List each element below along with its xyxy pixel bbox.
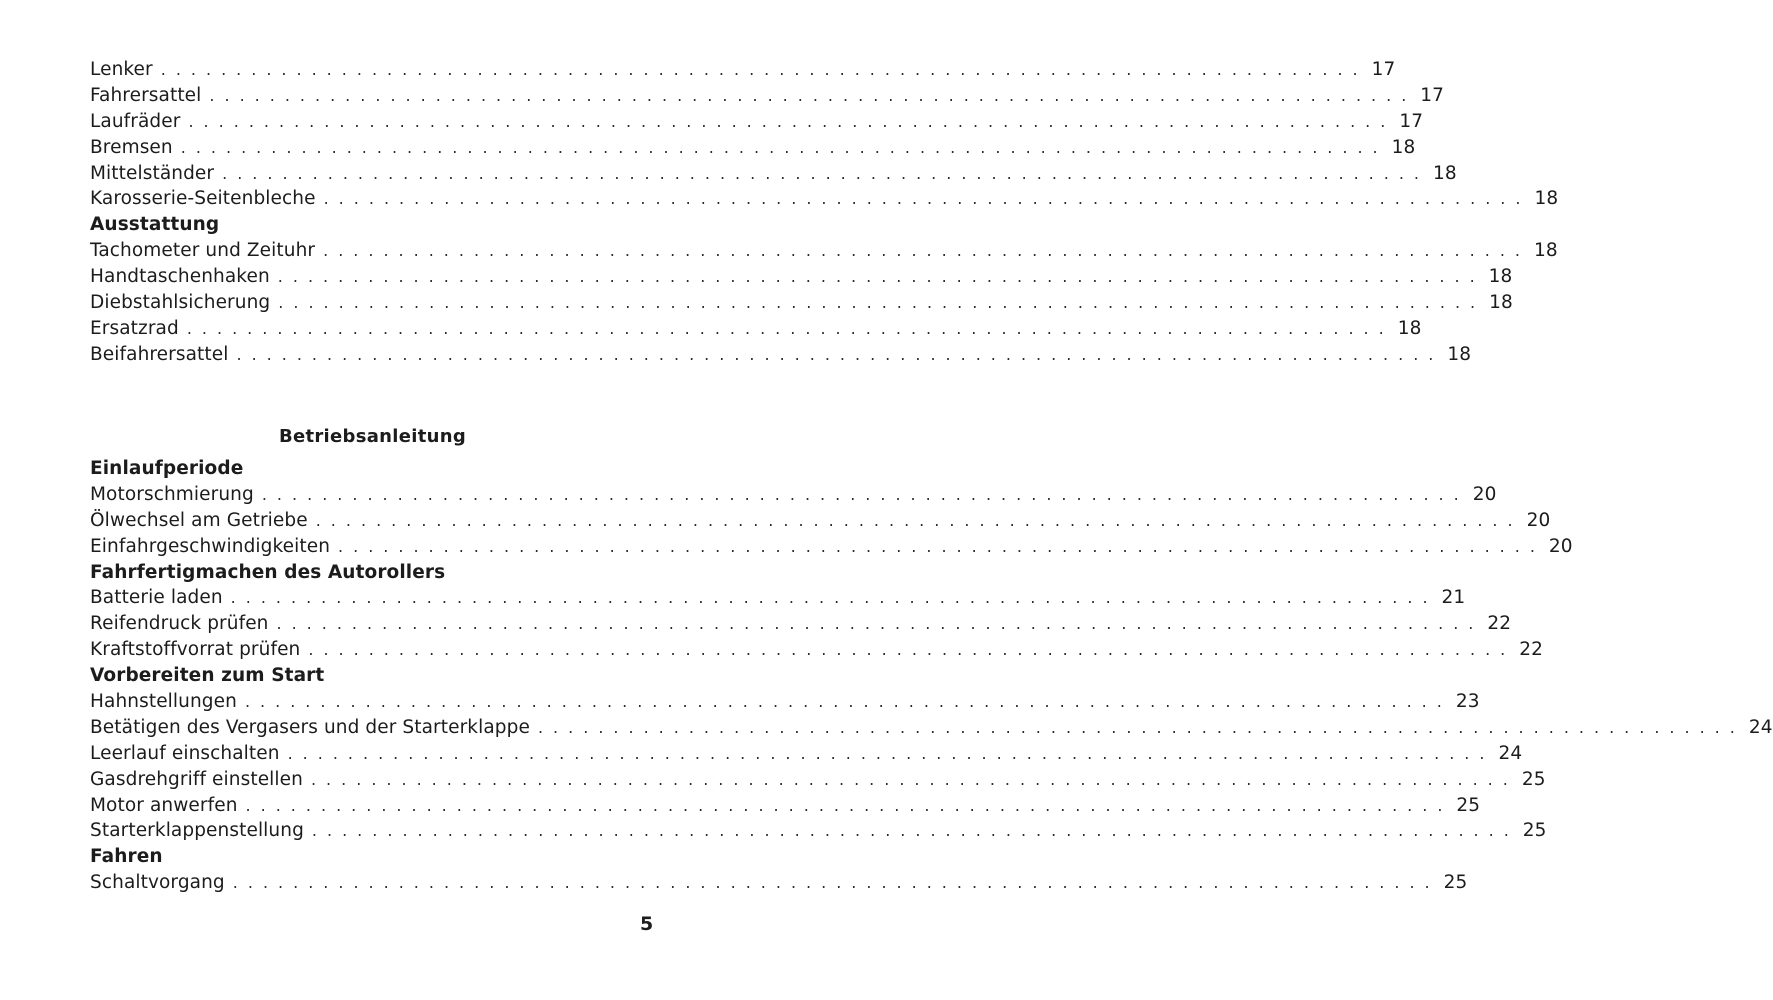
toc-entry-label: Tachometer und Zeituhr xyxy=(90,240,316,262)
dot-leader: ................................................................................ xyxy=(338,536,1545,556)
toc-entry-page: 24 xyxy=(1498,742,1523,764)
toc-entry-label: Fahrersattel xyxy=(90,84,202,106)
toc-heading: Ausstattung xyxy=(90,214,220,236)
dot-leader: ................................................................................ xyxy=(160,60,1368,79)
toc-entry-page: 18 xyxy=(1433,162,1457,184)
dot-leader: ................................................................................ xyxy=(188,111,1396,131)
toc-entry-label: Gasdrehgriff einstellen xyxy=(90,768,303,790)
toc-entry-label: Handtaschenhaken xyxy=(90,266,270,288)
toc-entry-page: 18 xyxy=(1447,343,1472,365)
dot-leader: ................................................................................ xyxy=(209,85,1417,105)
toc-entry-label: Ersatzrad xyxy=(90,317,179,339)
toc-heading: Einlaufperiode xyxy=(90,458,244,479)
toc-entry xyxy=(90,342,1472,368)
toc-entry-label: Schaltvorgang xyxy=(90,872,225,894)
toc-entry-page: 25 xyxy=(1443,872,1468,894)
toc-entry-page: 18 xyxy=(1488,266,1513,288)
dot-leader: ................................................................................ xyxy=(277,267,1485,287)
toc-entry xyxy=(90,83,1445,109)
toc-entry xyxy=(90,793,1481,819)
page-number: 5 xyxy=(640,913,654,935)
toc-entry-page: 20 xyxy=(1548,535,1573,557)
toc-entry xyxy=(90,534,1573,560)
toc-entry-page: 25 xyxy=(1521,768,1546,790)
toc-entry xyxy=(90,689,1480,715)
section-title: Betriebsanleitung xyxy=(278,426,467,447)
dot-leader: ................................................................................ xyxy=(244,692,1452,712)
toc-entry-label: Hahnstellungen xyxy=(90,691,237,713)
dot-leader: ................................................................................ xyxy=(245,795,1453,815)
toc-entry-page: 22 xyxy=(1519,639,1543,661)
toc-entry-label: Einfahrgeschwindigkeiten xyxy=(90,535,331,557)
toc-entry xyxy=(90,870,1468,896)
toc-entry-label: Motorschmierung xyxy=(90,483,254,505)
toc-entry xyxy=(90,585,1466,611)
toc-bottom xyxy=(90,456,1773,896)
dot-leader: ................................................................................ xyxy=(236,344,1444,364)
toc-entry xyxy=(90,264,1513,290)
toc-entry-page: 21 xyxy=(1441,587,1466,609)
toc-entry xyxy=(90,637,1543,663)
dot-leader: ................................................................................ xyxy=(308,640,1516,660)
toc-entry xyxy=(90,161,1457,187)
toc-entry-page: 18 xyxy=(1397,317,1422,339)
toc-entry xyxy=(90,316,1422,342)
toc-entry xyxy=(90,109,1424,135)
toc-entry-page: 18 xyxy=(1533,240,1558,262)
dot-leader: ................................................................................ xyxy=(278,293,1486,313)
dot-leader: ................................................................................ xyxy=(261,484,1469,504)
dot-leader: ................................................................................ xyxy=(310,769,1518,789)
dot-leader: ................................................................................ xyxy=(315,510,1523,530)
toc-entry-label: Reifendruck prüfen xyxy=(90,613,269,635)
toc-entry-label: Starterklappenstellung xyxy=(90,820,304,842)
toc-entry xyxy=(90,135,1416,161)
toc-entry xyxy=(90,482,1497,508)
toc-entry xyxy=(90,508,1551,534)
toc-entry-page: 25 xyxy=(1522,820,1547,842)
toc-entry-label: Mittelständer xyxy=(90,162,215,184)
toc-entry-page: 18 xyxy=(1489,292,1513,314)
toc-entry-label: Laufräder xyxy=(90,110,181,132)
toc-entry-label: Karosserie-Seitenbleche xyxy=(90,188,316,210)
toc-entry xyxy=(90,186,1559,212)
toc-entry-label: Leerlauf einschalten xyxy=(90,742,280,764)
toc-entry xyxy=(90,767,1546,793)
toc-entry-page: 18 xyxy=(1391,136,1416,158)
toc-entry-label: Lenker xyxy=(90,59,153,80)
toc-heading: Fahrfertigmachen des Autorollers xyxy=(90,561,446,583)
toc-entry xyxy=(90,238,1558,264)
toc-entry-page: 18 xyxy=(1534,188,1559,210)
toc-entry-page: 17 xyxy=(1399,110,1424,132)
toc-heading: Vorbereiten zum Start xyxy=(90,665,325,687)
toc-entry-label: Motor anwerfen xyxy=(90,794,238,816)
toc-entry-page: 20 xyxy=(1526,509,1551,531)
toc-entry-page: 17 xyxy=(1420,84,1445,106)
dot-leader: ................................................................................ xyxy=(311,821,1519,841)
toc-entry-label: Ölwechsel am Getriebe xyxy=(90,509,308,531)
dot-leader: ................................................................................ xyxy=(222,163,1429,183)
toc-entry-label: Beifahrersattel xyxy=(90,343,229,365)
toc-entry-page: 25 xyxy=(1456,794,1481,816)
toc-entry-label: Batterie laden xyxy=(90,587,223,609)
toc-entry xyxy=(90,715,1773,741)
toc-entry-page: 17 xyxy=(1371,59,1396,80)
toc-entry-page: 20 xyxy=(1472,483,1497,505)
toc-entry xyxy=(90,57,1396,83)
toc-entry xyxy=(90,818,1547,844)
dot-leader: ................................................................................ xyxy=(186,318,1394,338)
dot-leader: ................................................................................ xyxy=(323,241,1530,261)
dot-leader: ................................................................................ xyxy=(287,743,1495,763)
toc-entry-label: Kraftstoffvorrat prüfen xyxy=(90,639,301,661)
toc-entry-page: 24 xyxy=(1748,716,1773,738)
dot-leader: ................................................................................ xyxy=(230,588,1438,608)
dot-leader: ................................................................................ xyxy=(323,189,1531,209)
toc-entry xyxy=(90,611,1512,637)
toc-entry xyxy=(90,290,1513,316)
dot-leader: ................................................................................ xyxy=(232,873,1440,893)
toc-top xyxy=(90,57,1559,368)
dot-leader: ................................................................................ xyxy=(180,137,1388,157)
toc-entry xyxy=(90,741,1523,767)
toc-entry-page: 22 xyxy=(1487,613,1512,635)
dot-leader: ................................................................................ xyxy=(537,717,1745,737)
toc-entry-label: Betätigen des Vergasers und der Starterklappe xyxy=(90,716,530,738)
toc-entry-page: 23 xyxy=(1455,691,1480,713)
dot-leader: ................................................................................ xyxy=(276,614,1484,634)
toc-heading: Fahren xyxy=(90,846,163,868)
toc-entry-label: Diebstahlsicherung xyxy=(90,292,271,314)
toc-entry-label: Bremsen xyxy=(90,136,173,158)
